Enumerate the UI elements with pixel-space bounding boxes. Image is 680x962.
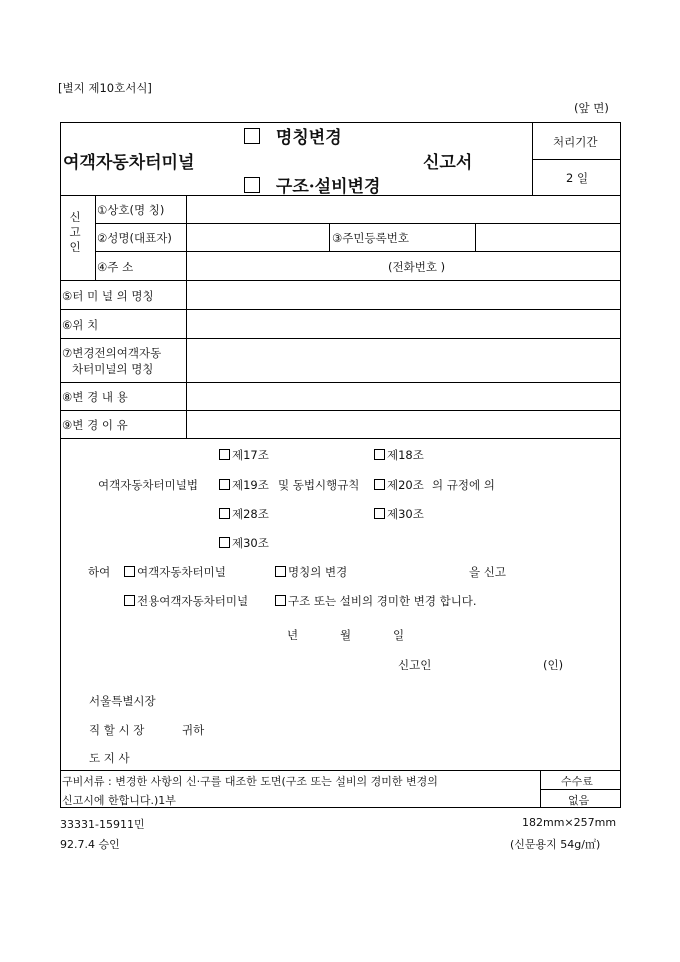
article-17-option[interactable]: 제17조 [219, 447, 269, 463]
checkbox-icon [124, 566, 135, 577]
representative-name-label: ②성명(대표자) [97, 231, 172, 245]
checkbox-icon [219, 479, 230, 490]
required-documents-line1: 구비서류 : 변경한 사항의 신·구를 대조한 도면(구조 또는 설비의 경미한 변경의 [62, 775, 438, 788]
recipient-governor: 도 지 사 [89, 751, 130, 765]
date-day: 일 [393, 628, 405, 642]
article-28-option[interactable]: 제28조 [219, 506, 269, 522]
name-change-option[interactable]: 명칭의 변경 [275, 564, 347, 580]
checkbox-icon [275, 566, 286, 577]
terminal-name-field[interactable] [188, 282, 618, 307]
resident-number-label: ③주민등록번호 [332, 231, 409, 245]
date-month: 월 [340, 628, 352, 642]
article-20-option[interactable]: 제20조 [374, 477, 424, 493]
prev-name-label-line2: 차터미널의 명칭 [72, 362, 154, 376]
checkbox-icon[interactable] [244, 128, 260, 144]
terminal-type-option[interactable]: 여객자동차터미널 [124, 564, 226, 580]
fee-value: 없음 [568, 794, 590, 807]
address-label: ④주 소 [97, 260, 134, 274]
law-name: 여객자동차터미널법 [98, 478, 198, 492]
checkbox-icon [219, 449, 230, 460]
change-content-field[interactable] [188, 384, 618, 408]
recipient-suffix: 귀하 [182, 723, 205, 737]
date-year: 년 [287, 628, 299, 642]
checkbox-icon [374, 508, 385, 519]
report-text: 을 신고 [469, 565, 506, 579]
hayeo-text: 하여 [88, 565, 111, 579]
phone-label: (전화번호 ) [388, 260, 446, 274]
title-option-name-change: 명칭변경 [244, 123, 342, 148]
required-documents-line2: 신고시에 한합니다.)1부 [62, 794, 176, 807]
checkbox-icon [374, 479, 385, 490]
change-content-label: ⑧변 경 내 용 [62, 390, 128, 404]
prev-name-label-line1: ⑦변경전의여객자동 [62, 346, 162, 360]
paper-type: (신문용지 54g/㎡) [510, 838, 601, 851]
approval-date: 92.7.4 승인 [60, 838, 120, 851]
seal-mark: (인) [543, 658, 564, 672]
trade-name-label: ①상호(명 칭) [97, 203, 165, 217]
per-rules-text: 의 규정에 의 [432, 478, 495, 492]
article-30-option-left[interactable]: 제30조 [219, 535, 269, 551]
recipient-city-mayor: 직 할 시 장 [89, 723, 145, 737]
paper-size: 182mm×257mm [522, 816, 617, 829]
address-field[interactable] [188, 253, 388, 278]
form-code: 33331-15911민 [60, 818, 145, 831]
article-18-option[interactable]: 제18조 [374, 447, 424, 463]
applicant-group-label: 신고인 [69, 210, 81, 254]
checkbox-icon [374, 449, 385, 460]
structure-change-option[interactable]: 구조 또는 설비의 경미한 변경 합니다. [275, 593, 477, 609]
checkbox-icon [275, 595, 286, 606]
title-option-structure-change: 구조·설비변경 [244, 172, 380, 197]
location-field[interactable] [188, 311, 618, 336]
form-number: [별지 제10호서식] [58, 81, 152, 95]
fee-label: 수수료 [561, 775, 593, 788]
change-reason-label: ⑨변 경 이 유 [62, 418, 128, 432]
prev-name-field[interactable] [188, 340, 618, 380]
dedicated-terminal-option[interactable]: 전용여객자동차터미널 [124, 593, 248, 609]
title-main-left: 여객자동차터미널 [63, 153, 195, 173]
representative-name-field[interactable] [188, 225, 327, 249]
recipient-seoul-mayor: 서울특별시장 [89, 694, 156, 708]
terminal-name-label: ⑤터 미 널 의 명칭 [62, 289, 154, 303]
checkbox-icon [219, 537, 230, 548]
article-30-option-right[interactable]: 제30조 [374, 506, 424, 522]
processing-period-label: 처리기간 [553, 135, 598, 149]
trade-name-field[interactable] [188, 197, 618, 221]
checkbox-icon [124, 595, 135, 606]
reporter-label: 신고인 [398, 658, 432, 672]
page-side: (앞 면) [574, 101, 609, 115]
change-reason-field[interactable] [188, 412, 618, 436]
resident-number-field[interactable] [478, 225, 618, 249]
processing-period-value: 2 일 [566, 171, 589, 185]
title-main-right: 신고서 [423, 153, 473, 173]
checkbox-icon [219, 508, 230, 519]
location-label: ⑥위 치 [62, 318, 99, 332]
article-19-option[interactable]: 제19조 [219, 477, 269, 493]
and-rules-text: 및 동법시행규칙 [278, 478, 360, 492]
checkbox-icon[interactable] [244, 177, 260, 193]
